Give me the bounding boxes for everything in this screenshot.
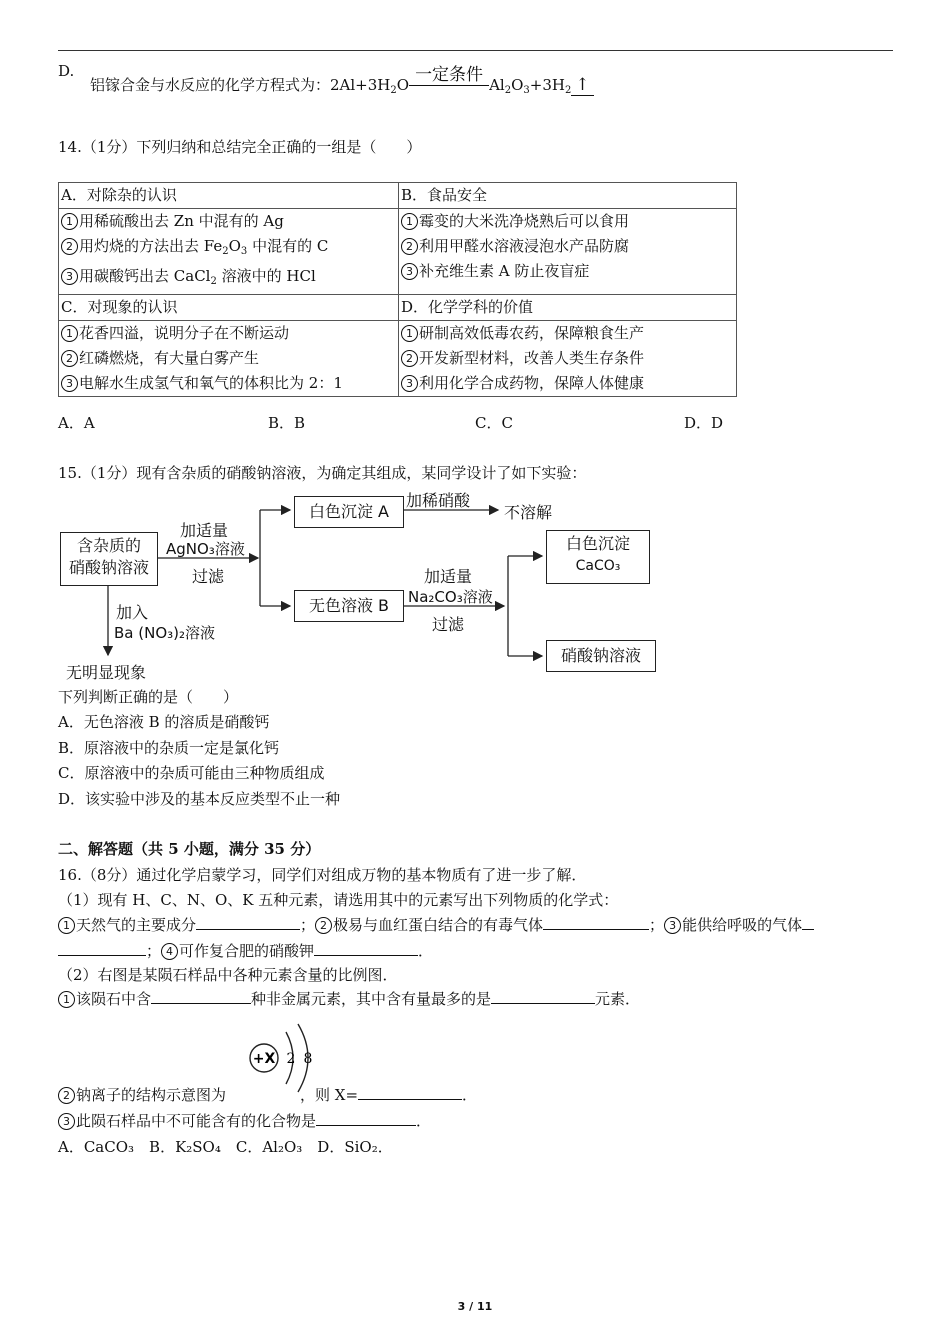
q16-stem: 16.（8分）通过化学启蒙学习，同学们对组成万物的基本物质有了进一步了解． [58,866,587,884]
text: 天然气的主要成分 [76,916,197,934]
shell-2-count: 8 [303,1051,313,1067]
list-item [401,371,734,396]
box-line: 含杂质的 [76,536,141,555]
box-label: 无色溶液 B [308,596,390,615]
q15-option-a[interactable]: A．无色溶液 B 的溶质是硝酸钙 [58,713,270,731]
text: ； [649,916,665,934]
item-text: 用灼烧的方法出去 $Fe_2O_3$ 中混有的 C [79,237,329,257]
item-text: 利用化学合成药物，保障人体健康 [419,374,645,392]
list-item [401,209,734,234]
q14-stem: 14.（1分）下列归纳和总结完全正确的一组是（ ） [58,138,422,156]
step2-bottom: 过滤 [432,615,465,634]
q14-option-c[interactable]: C．C [475,414,513,432]
colorless-solution-b-box [294,590,404,622]
down-reagent: Ba (NO₃)₂溶液 [114,624,216,642]
sub: 2 [390,85,397,96]
answer-blank-4[interactable] [314,955,418,956]
circled-number: 2 [58,1087,75,1104]
circled-number: 4 [161,943,178,960]
text: ； [300,916,316,934]
circled-number: 1 [61,325,78,342]
item-text: 利用甲醛水溶液浸泡水产品防腐 [419,237,630,255]
product-a: Al [489,76,505,94]
q14-d-head: D．化学学科的价值 [399,295,737,321]
text: 元素． [595,990,641,1008]
item-text: 补充维生素 A 防止夜盲症 [419,262,590,280]
top-rule [58,50,893,51]
list-item [61,346,396,371]
circled-number: 3 [401,263,418,280]
q16-options[interactable]: A．CaCO₃ B．K₂SO₄ C．Al₂O₃ D．SiO₂． [58,1138,393,1156]
item-text: 电解水生成氢气和氧气的体积比为 2：1 [79,374,343,392]
item-text: 霉变的大米洗净烧熟后可以食用 [419,212,630,230]
circled-number: 2 [401,238,418,255]
q14-option-d[interactable]: D．D [684,414,724,432]
text: 种非金属元素，其中含有量最多的是 [251,990,492,1008]
step1-bottom: 过滤 [192,567,225,586]
circled-number: 1 [401,213,418,230]
circled-number: 3 [401,375,418,392]
q16-sub3 [58,1110,431,1131]
answer-blank-1[interactable] [196,929,300,930]
box-line: 白色沉淀 [565,534,630,553]
answer-blank-8[interactable] [316,1125,416,1126]
q14-b-items [399,209,737,295]
list-item [61,371,396,396]
sub: 2 [504,85,512,96]
q13-d-text: 铝镓合金与水反应的化学方程式为：2Al+3H [90,76,391,94]
circled-number: 3 [61,375,78,392]
q13-d-equation [90,65,594,96]
box-label: 白色沉淀 A [308,502,390,521]
answer-blank-6[interactable] [491,1003,595,1004]
list-item [401,259,734,284]
text: ； [146,942,162,960]
list-item [61,264,396,294]
circled-number: 1 [401,325,418,342]
q15-option-d[interactable]: D．该实验中涉及的基本反应类型不止一种 [58,790,341,808]
shell-1-count: 2 [286,1051,296,1067]
text: 钠离子的结构示意图为 [76,1086,227,1104]
q15-stem: 15.（1分）现有含杂质的硝酸钠溶液，为确定其组成，某同学设计了如下实验： [58,464,587,482]
step1-reagent: AgNO₃溶液 [166,540,245,558]
q15-option-c[interactable]: C．原溶液中的杂质可能由三种物质组成 [58,764,325,782]
circled-number: 3 [61,268,78,285]
sodium-ion-diagram [246,1018,326,1094]
q14-table [58,182,737,397]
list-item [61,321,396,346]
item-text: 花香四溢，说明分子在不断运动 [79,324,290,342]
answer-blank-3a[interactable] [802,929,814,930]
product-b: O [511,76,524,94]
list-item [61,234,396,264]
item-text: 红磷燃烧，有大量白雾产生 [79,349,260,367]
down-add-label: 加入 [116,603,149,622]
nucleus-label: +X [252,1051,276,1067]
step2-top: 加适量 [424,567,473,586]
text: 此陨石样品中不可能含有的化合物是 [76,1112,317,1130]
answer-blank-7[interactable] [358,1099,462,1100]
q14-c-head: C．对现象的认识 [59,295,399,321]
answer-blank-2[interactable] [543,929,649,930]
circled-number: 1 [61,213,78,230]
answer-blank-3b[interactable] [58,955,146,956]
reaction-arrow [409,65,489,86]
q15-question: 下列判断正确的是（ ） [58,688,239,706]
list-item [401,346,734,371]
ion-structure-svg [246,1018,326,1094]
box-line: 硝酸钠溶液 [68,558,149,577]
no-obvious-change: 无明显现象 [66,663,147,682]
list-item [401,321,734,346]
q14-b-head: B．食品安全 [399,183,737,209]
flow-start-box [60,532,158,586]
text: ． [462,1086,478,1104]
answer-blank-5[interactable] [151,1003,251,1004]
list-item [401,234,734,259]
list-item [61,209,396,234]
q16-sub1 [58,988,640,1009]
text: 该陨石中含 [76,990,152,1008]
text: ． [418,942,434,960]
circled-number: 1 [58,991,75,1008]
q14-option-a[interactable]: A．A [58,414,95,432]
q14-option-b[interactable]: B．B [268,414,306,432]
circled-number: 2 [61,238,78,255]
circled-number: 2 [401,350,418,367]
section-heading: 二、解答题（共 5 小题，满分 35 分） [58,840,321,858]
add-dilute-nitric-acid: 加稀硝酸 [406,491,471,510]
white-precipitate-caco3-box [546,530,650,584]
q14-a-items [59,209,399,295]
text: 可作复合肥的硝酸钾 [179,942,315,960]
sub: 2 [564,85,572,96]
product-c: +3H [529,76,565,94]
insoluble-label: 不溶解 [504,503,553,522]
q14-a-head: A．对除杂的认识 [59,183,399,209]
item-text: 研制高效低毒农药，保障粮食生产 [419,324,645,342]
gas-arrow-icon: ↑ [571,75,593,96]
step2-reagent: Na₂CO₃溶液 [408,588,493,606]
white-precipitate-a-box [294,496,404,528]
q16-line2 [58,940,433,961]
q13-d-label: D. [58,62,75,80]
item-text: 用碳酸钙出去 CaCl$_2$ 溶液中的 HCl [79,267,316,287]
circled-number: 2 [61,350,78,367]
step1-top: 加适量 [180,521,229,540]
q16-part2: （2）右图是某陨石样品中各种元素含量的比例图． [58,966,398,984]
q16-line1 [58,914,814,935]
q13-option-d [58,62,74,80]
q14-d-items [399,321,737,397]
page-number: 3 / 11 [457,1300,493,1313]
sodium-nitrate-box [546,640,656,672]
sub: 3 [523,85,530,96]
q16-sub2 [58,1084,477,1105]
circled-number: 3 [664,917,681,934]
text: ，则 X= [300,1086,359,1104]
reaction-condition: 一定条件 [415,65,484,85]
text: 极易与血红蛋白结合的有毒气体 [333,916,544,934]
item-text: 用稀硫酸出去 Zn 中混有的 Ag [79,212,284,230]
circled-number: 2 [315,917,332,934]
circled-number: 1 [58,917,75,934]
q16-part1: （1）现有 H、C、N、O、K 五种元素，请选用其中的元素写出下列物质的化学式： [58,891,619,909]
q15-flowchart [58,490,678,690]
item-text: 开发新型材料，改善人类生存条件 [419,349,645,367]
q15-option-b[interactable]: B．原溶液中的杂质一定是氯化钙 [58,739,280,757]
box-label: 硝酸钠溶液 [560,646,641,665]
q14-c-items [59,321,399,397]
circled-number: 3 [58,1113,75,1130]
box-line: CaCO₃ [575,558,621,574]
text: 能供给呼吸的气体 [682,916,803,934]
o: O [396,76,410,94]
text: ． [416,1112,432,1130]
